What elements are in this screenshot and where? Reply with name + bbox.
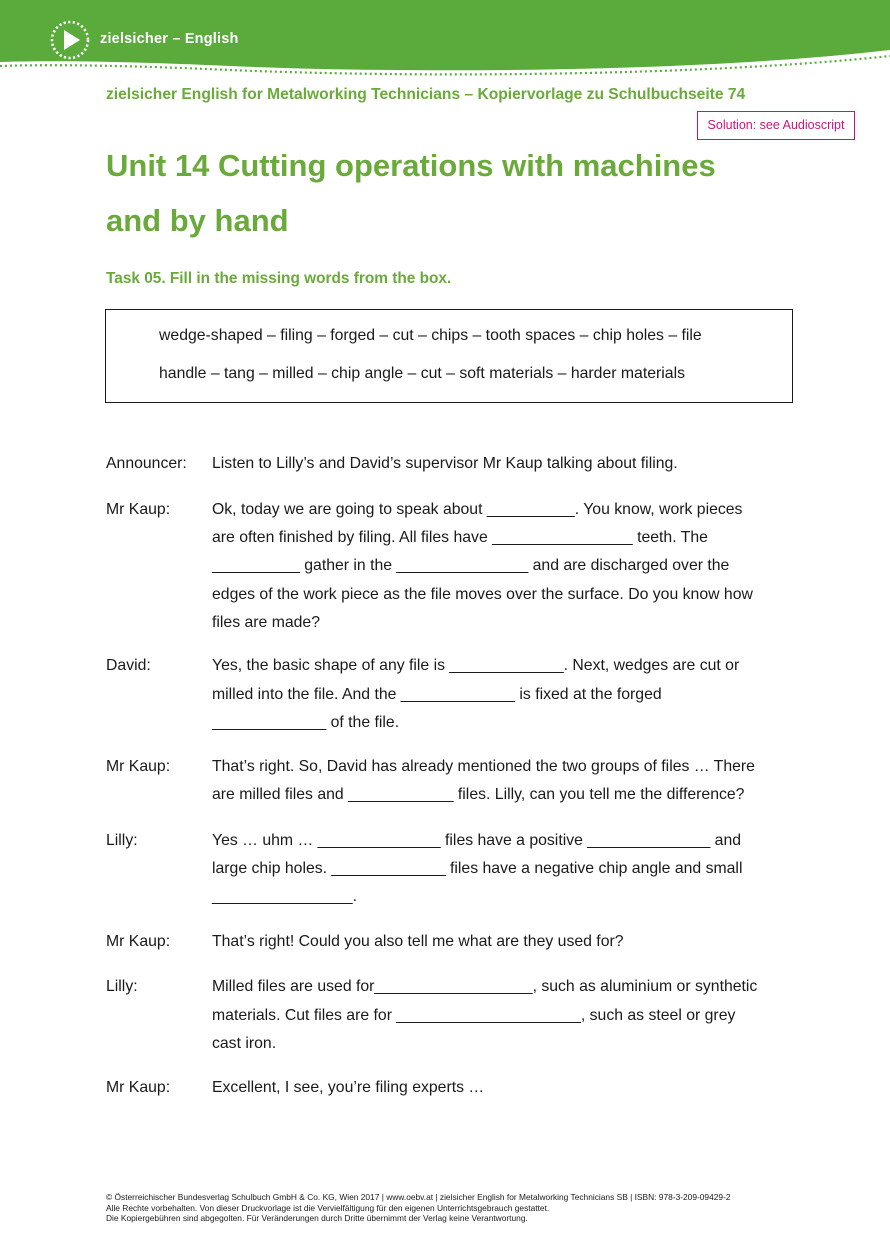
dialogue-line: Yes … uhm … ______________ files have a positive ______________ and — [212, 832, 742, 849]
dialogue-line: milled into the file. And the _____________ is fixed at the forged — [212, 686, 662, 703]
brand-name: zielsicher – English — [100, 31, 239, 47]
dialogue-line: __________ gather in the _______________ and are discharged over the — [212, 557, 730, 574]
footer-line-3: Die Kopiergebühren sind abgegolten. Für Veränderungen durch Dritte übernimmt der Verlag keine Verantwortung. — [106, 1213, 528, 1224]
dialogue-line: Milled files are used for__________________, such as aluminium or synthetic — [212, 978, 758, 995]
dialogue-line: cast iron. — [212, 1035, 277, 1052]
play-icon — [50, 20, 90, 60]
footer-line-2: Alle Rechte vorbehalten. Von dieser Druckvorlage ist die Vervielfältigung für den eigenen Unterrichtsgebrauch gestattet. — [106, 1202, 550, 1213]
dialogue-line: are milled files and ____________ files. Lilly, can you tell me the difference? — [212, 786, 745, 803]
unit-title-line-1: Unit 14 Cutting operations with machines — [106, 148, 716, 183]
speaker-label: David: — [106, 657, 151, 674]
dialogue-line: ________________. — [212, 888, 357, 905]
dialogue-line: Ok, today we are going to speak about __________. You know, work pieces — [212, 501, 743, 518]
speaker-label: Announcer: — [106, 455, 187, 472]
solution-note: Solution: see Audioscript — [697, 111, 855, 140]
task-title: Task 05. Fill in the missing words from the box. — [106, 270, 452, 287]
speaker-label: Lilly: — [106, 832, 138, 849]
speaker-label: Mr Kaup: — [106, 933, 171, 950]
dialogue-line: materials. Cut files are for _____________________, such as steel or grey — [212, 1007, 736, 1024]
footer-line-1: © Österreichischer Bundesverlag Schulbuch GmbH & Co. KG, Wien 2017 | www.oebv.at | zielsicher English for Metalworking Technicians SB | ISBN: 978-3-209-09429-2 — [106, 1192, 731, 1202]
dialogue-line: That’s right. So, David has already mentioned the two groups of files … There — [212, 758, 755, 775]
dialogue-line: Excellent, I see, you’re filing experts … — [212, 1079, 485, 1096]
word-box-line-2: handle – tang – milled – chip angle – cut – soft materials – harder materials — [159, 365, 685, 382]
dialogue-line: edges of the work piece as the file moves over the surface. Do you know how — [212, 586, 753, 603]
dialogue-line: are often finished by filing. All files have ________________ teeth. The — [212, 529, 708, 546]
unit-title-line-2: and by hand — [106, 203, 289, 238]
word-box — [105, 309, 793, 403]
dialogue-line: files are made? — [212, 614, 321, 631]
speaker-label: Lilly: — [106, 978, 138, 995]
dialogue-line: large chip holes. _____________ files have a negative chip angle and small — [212, 860, 743, 877]
unit-title — [106, 138, 806, 248]
dialogue-line: _____________ of the file. — [212, 714, 400, 731]
speaker-label: Mr Kaup: — [106, 758, 171, 775]
dialogue-line: Yes, the basic shape of any file is _____________. Next, wedges are cut or — [212, 657, 740, 674]
dialogue-line: Listen to Lilly’s and David’s supervisor Mr Kaup talking about filing. — [212, 455, 678, 472]
dialogue-line: That’s right! Could you also tell me what are they used for? — [212, 933, 624, 950]
copyright-footer — [106, 1192, 731, 1224]
speaker-label: Mr Kaup: — [106, 1079, 171, 1096]
word-box-line-1: wedge-shaped – filing – forged – cut – chips – tooth spaces – chip holes – file — [159, 327, 702, 344]
document-subtitle: zielsicher English for Metalworking Technicians – Kopiervorlage zu Schulbuchseite 74 — [106, 86, 746, 103]
speaker-label: Mr Kaup: — [106, 501, 171, 518]
